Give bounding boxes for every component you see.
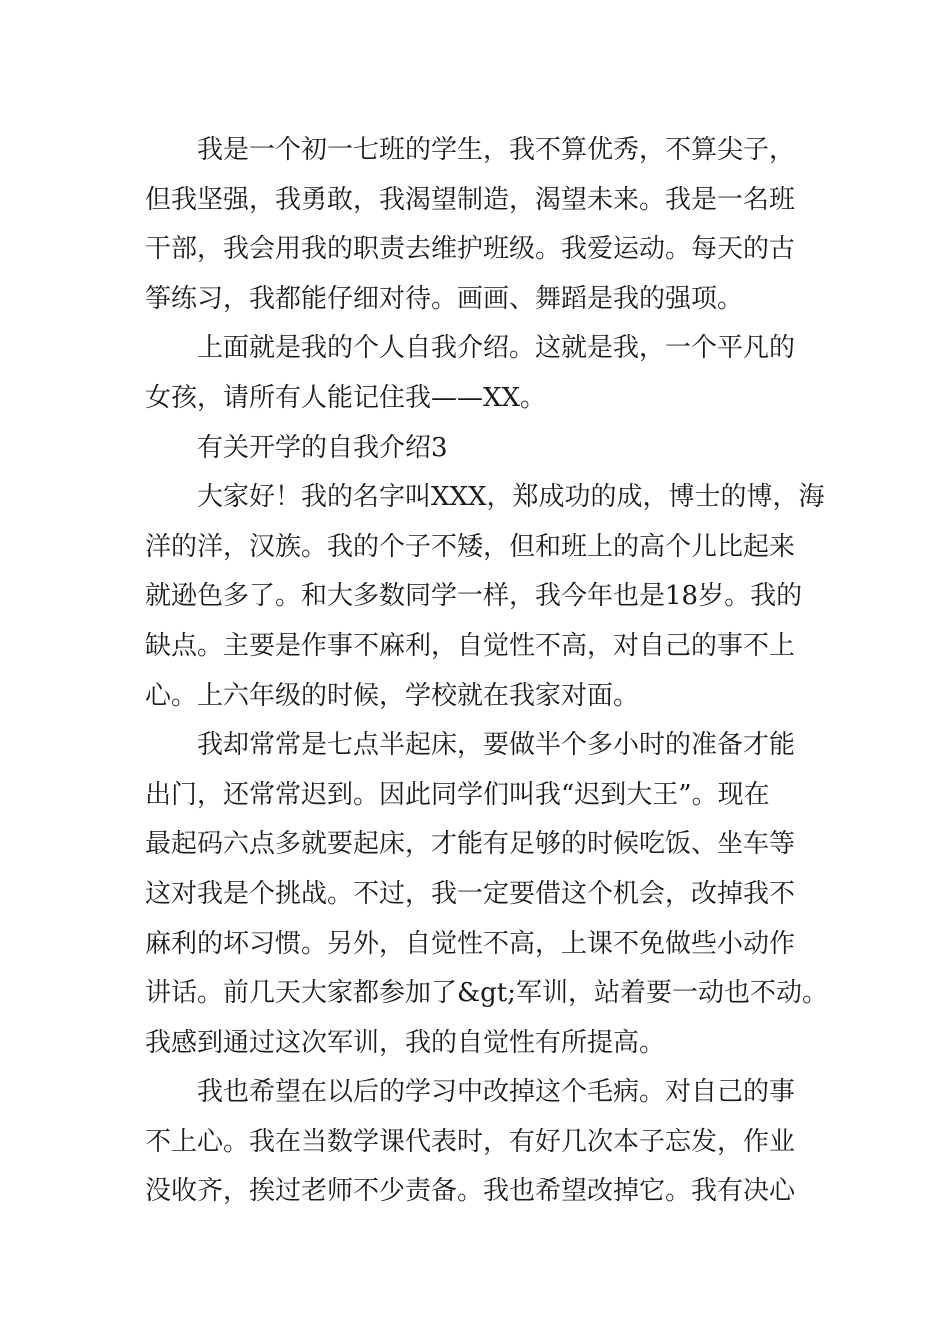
text-line: 干部，我会用我的职责去维护班级。我爱运动。每天的古: [145, 234, 796, 265]
text-line: 没收齐，挨过老师不少责备。我也希望改掉它。我有决心: [145, 1176, 796, 1207]
section-heading: 有关开学的自我介绍3: [197, 432, 448, 463]
text-line: 最起码六点多就要起床，才能有足够的时候吃饭、坐车等: [145, 829, 796, 860]
text-line: 洋的洋，汉族。我的个子不矮，但和班上的高个儿比起来: [145, 531, 796, 562]
text-line: 就逊色多了。和大多数同学一样，我今年也是18岁。我的: [145, 581, 803, 612]
text-line: 讲话。前几天大家都参加了&gt;军训，站着要一动也不动。: [145, 978, 828, 1009]
text-line: 缺点。主要是作事不麻利，自觉性不高，对自己的事不上: [145, 630, 796, 661]
document-page: [145, 126, 828, 1217]
text-line: 我也希望在以后的学习中改掉这个毛病。对自己的事: [197, 1077, 796, 1108]
text-line: 大家好！我的名字叫XXX，郑成功的成，博士的博，海: [197, 482, 825, 513]
text-line: 不上心。我在当数学课代表时，有好几次本子忘发，作业: [145, 1126, 796, 1157]
text-line: 但我坚强，我勇敢，我渴望制造，渴望未来。我是一名班: [145, 184, 796, 215]
text-line: 这对我是个挑战。不过，我一定要借这个机会，改掉我不: [145, 878, 796, 909]
text-line: 我感到通过这次军训，我的自觉性有所提高。: [145, 1027, 666, 1058]
text-line: 麻利的坏习惯。另外，自觉性不高，上课不免做些小动作: [145, 928, 796, 959]
text-line: 我是一个初一七班的学生，我不算优秀，不算尖子，: [197, 135, 796, 165]
text-line: 上面就是我的个人自我介绍。这就是我，一个平凡的: [197, 333, 796, 364]
text-line: 女孩，请所有人能记住我——XX。: [145, 382, 547, 413]
text-line: 心。上六年级的时候，学校就在我家对面。: [145, 680, 640, 711]
text-line: 筝练习，我都能仔细对待。画画、舞蹈是我的强项。: [145, 283, 744, 314]
text-line: 我却常常是七点半起床，要做半个多小时的准备才能: [197, 730, 796, 761]
text-line: 出门，还常常迟到。因此同学们叫我“迟到大王”。现在: [145, 779, 770, 810]
